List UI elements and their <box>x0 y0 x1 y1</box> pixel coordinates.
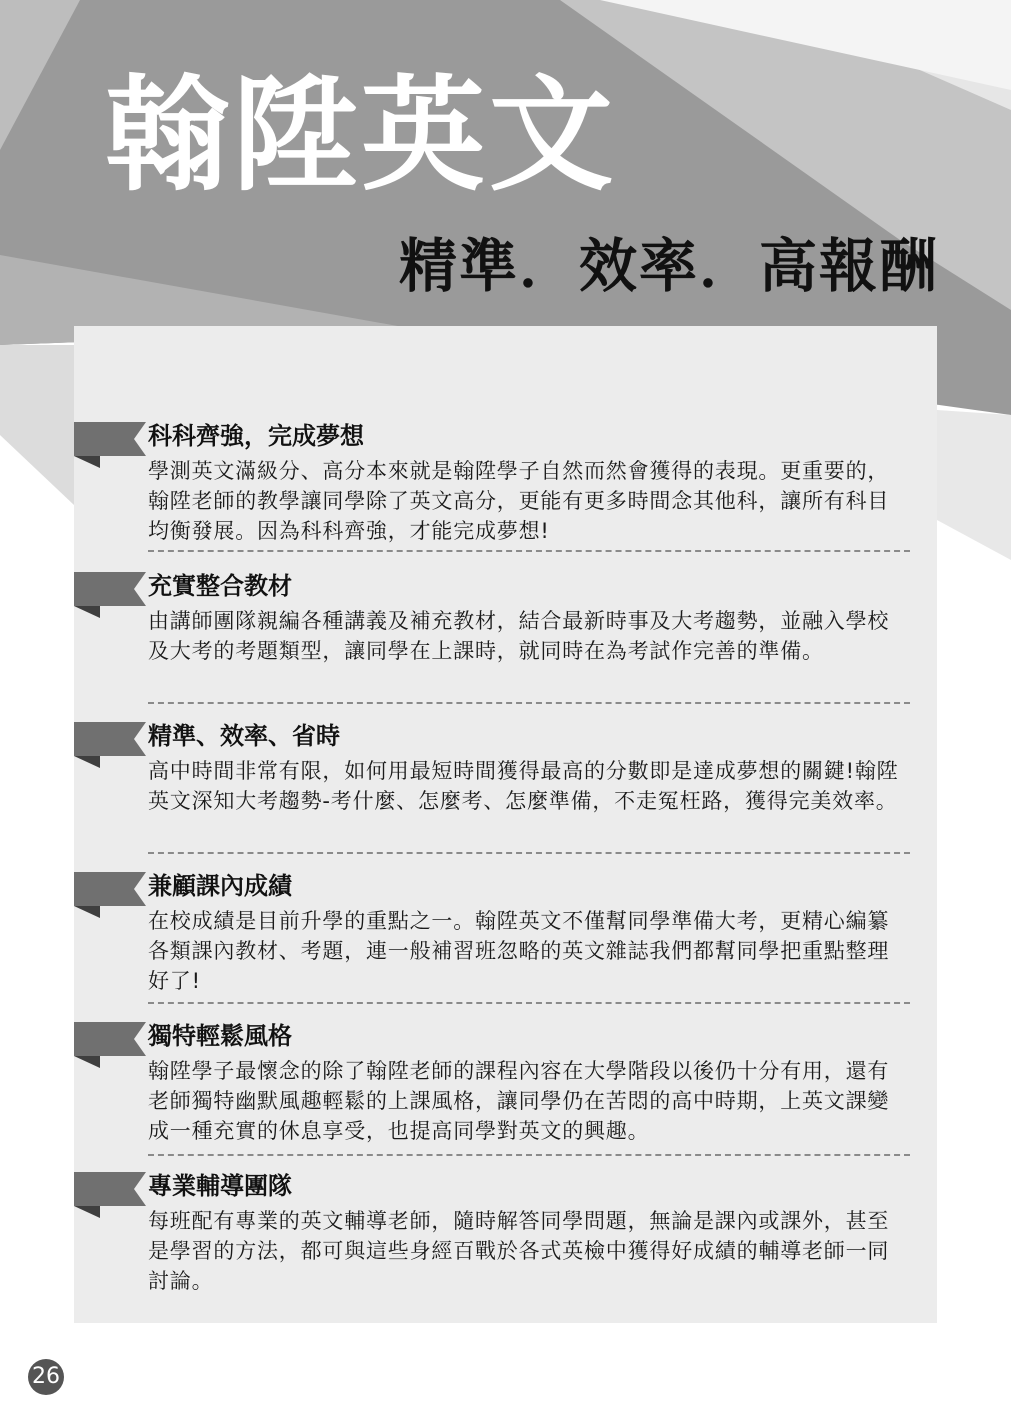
page-subtitle: 精準．效率．高報酬 <box>398 232 939 300</box>
section-body: 高中時間非常有限，如何用最短時間獲得最高的分數即是達成夢想的關鍵!翰陞英文深知大考趨勢-考什麼、怎麼考、怎麼準備，不走冤枉路，獲得完美效率。 <box>148 759 899 813</box>
ribbon-icon <box>74 422 146 470</box>
section-title: 精準、效率、省時 <box>148 722 340 750</box>
ribbon-icon <box>74 1172 146 1220</box>
section-title: 獨特輕鬆風格 <box>148 1022 292 1050</box>
ribbon-icon <box>74 722 146 770</box>
section-divider <box>148 550 910 552</box>
section-title: 兼顧課內成績 <box>148 872 292 900</box>
section-body: 翰陞學子最懷念的除了翰陞老師的課程內容在大學階段以後仍十分有用，還有老師獨特幽默風趣輕鬆的上課風格，讓同學仍在苦悶的高中時期，上英文課變成一種充實的休息享受，也提高同學對英文的興趣。 <box>148 1059 890 1143</box>
page-number: 26 <box>28 1359 64 1395</box>
section-divider <box>148 702 910 704</box>
ribbon-icon <box>74 872 146 920</box>
section-body: 每班配有專業的英文輔導老師，隨時解答同學問題，無論是課內或課外，甚至是學習的方法，都可與這些身經百戰於各式英檢中獲得好成績的輔導老師一同討論。 <box>148 1209 890 1293</box>
ribbon-icon <box>74 1022 146 1070</box>
section-divider <box>148 1002 910 1004</box>
page-title: 翰陞英文 <box>105 64 618 208</box>
section-body: 由講師團隊親編各種講義及補充教材，結合最新時事及大考趨勢，並融入學校及大考的考題類型，讓同學在上課時，就同時在為考試作完善的準備。 <box>148 609 890 663</box>
section-title: 科科齊強，完成夢想 <box>148 422 364 450</box>
ribbon-icon <box>74 572 146 620</box>
section-title: 充實整合教材 <box>148 572 292 600</box>
section-divider <box>148 852 910 854</box>
section-body: 學測英文滿級分、高分本來就是翰陞學子自然而然會獲得的表現。更重要的，翰陞老師的教學讓同學除了英文高分，更能有更多時間念其他科，讓所有科目均衡發展。因為科科齊強，才能完成夢想! <box>148 459 890 543</box>
section-title: 專業輔導團隊 <box>148 1172 292 1200</box>
section-divider <box>148 1154 910 1156</box>
section-body: 在校成績是目前升學的重點之一。翰陞英文不僅幫同學準備大考，更精心編纂各類課內教材、考題，連一般補習班忽略的英文雜誌我們都幫同學把重點整理好了! <box>148 909 890 993</box>
content-panel <box>74 326 937 1323</box>
